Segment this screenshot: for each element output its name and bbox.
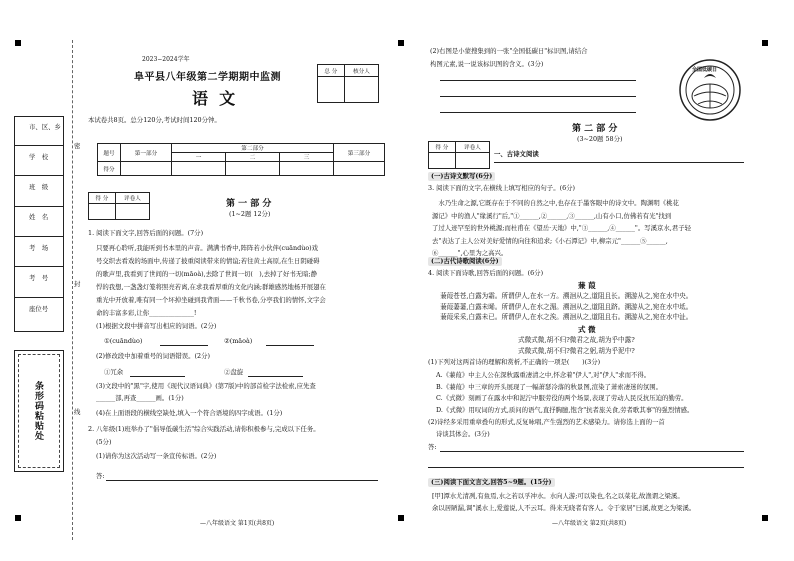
- answer-line[interactable]: [440, 451, 744, 452]
- corner-mark: [762, 40, 768, 46]
- part1-subtitle: (1~2题 12分): [229, 210, 271, 218]
- section-divider: [494, 162, 744, 163]
- field-name: 姓 名: [29, 213, 49, 221]
- answer-line[interactable]: [106, 480, 378, 481]
- sub-section-3: (三)阅读下面文言文,回答5~9题。(15分): [428, 478, 555, 487]
- score-table-part1: 第一部分: [121, 144, 172, 162]
- q1-sub3-cont: ______部,再查______画。(1分): [96, 394, 184, 402]
- corner-mark: [762, 515, 768, 521]
- part2-title: 第 二 部 分: [572, 124, 618, 134]
- checker-label: 核分人: [344, 65, 378, 77]
- question-4: 4. 阅读下面诗歌,回答后面的问题。(6分): [428, 269, 544, 277]
- seal-line: [72, 40, 73, 540]
- subject-title: 语 文: [192, 89, 236, 108]
- corner-mark: [398, 515, 404, 521]
- score-table-part3: 第三部分: [334, 144, 385, 162]
- exam-title: 阜平县八年级第二学期期中监测: [134, 72, 281, 83]
- score-table-head: 题号: [98, 144, 121, 162]
- corner-mark: [15, 40, 21, 46]
- answer-line[interactable]: [160, 345, 208, 346]
- school-year: 2023−2024学年: [142, 56, 190, 63]
- seal-char-xian: 线: [74, 408, 81, 416]
- q1-sub4: (4)在上面语段的横线空缺处,填入一个符合语境的四字成语。(1分): [96, 409, 283, 417]
- option-d[interactable]: D.《式微》用叹词的方式,质问的语气,直抒胸臆,饱含"抗者旅关食,劳者歌其事"的强烈情感。: [436, 405, 694, 414]
- answer-line[interactable]: [440, 112, 636, 113]
- grader-box-2: 得 分 评卷人: [428, 141, 490, 169]
- classical-passage: [甲]潭水尤清冽,有鱼焉,水之若以孚冲水。水向人游;可以染也,名之以菜花,故渔谓之梁溪。 余以居陋漏,调"溪水上,爱莲说,人不云耳。得来无晓者有客人。令于家居"曰溪,故更之为梁溪。: [432, 492, 696, 512]
- field-region: 市、区、乡: [29, 123, 61, 131]
- part1-title: 第 一 部 分: [226, 199, 272, 209]
- corner-mark: [398, 40, 404, 46]
- section-1-title: 一、古诗文阅读: [494, 150, 539, 158]
- grader-box-1: 得 分 评卷人: [88, 192, 150, 220]
- field-class: 班 级: [29, 183, 49, 191]
- section-score-table: 题号 第一部分 第二部分 第三部分 一 二 三 得分: [97, 143, 385, 176]
- answer-line[interactable]: [440, 80, 636, 81]
- sub-section-1: (一)古诗文默写(6分): [428, 172, 495, 181]
- answer-line[interactable]: [266, 345, 314, 346]
- q4-options: [436, 370, 693, 416]
- poem-2-title: 式 微: [578, 325, 596, 334]
- seal-char-mi: 密: [74, 142, 81, 150]
- question-1: 1. 阅读下面文字,回答后面的问题。(7分): [88, 229, 204, 237]
- answer-label: 答:: [96, 472, 105, 480]
- field-school: 学 校: [29, 153, 49, 161]
- seal-char-feng: 封: [74, 280, 81, 288]
- poem-1: 蒹葭苍苍,白露为霜。所谓伊人,在水一方。溯洄从之,道阻且长。溯游从之,宛在水中央。 蒹葭萋萋,白露未晞。所谓伊人,在水之湄。溯洄从之,道阻且跻。溯游从之,宛在水中坻。 蒹葭采采,白露未已。所谓伊人,在水之涘。溯洄从之,道阻且右。溯游从之,宛在水中沚。: [440, 292, 693, 321]
- logo-text: 全国低碳日: [692, 67, 718, 73]
- blank-2: ②盘旋: [224, 368, 244, 376]
- question-2-points: (5分): [96, 438, 112, 446]
- q4-sub2: (2)诗经多采用重章叠句的形式,反复咏唱,产生强烈的艺术感染力。请你选上面的一首: [428, 418, 665, 426]
- q3-text: 水乃生命之源,它既存在于不同的自然之中,也存在于墨客眼中的诗文中。陶渊明《桃花 源记》中的渔人"缘溪行"后,"①______,②______,③______,山有小口,仿佛若有光"找到 了过人迹罕至的世外桃源;而杜甫在《望岳·天地》中,"③______,④______"。写溪京水,君子轻 去"表达了主人公对美好爱情的向往和追求;《小石潭记》中,柳宗元"______⑤______, ⑥______",心里为之高兴。: [432, 199, 691, 257]
- field-seat: 座位号: [29, 305, 49, 313]
- total-score-label: 总 分: [318, 65, 345, 77]
- exam-intro: 本试卷共8页。总分120分,考试时间120分钟。: [88, 116, 221, 124]
- q2-sub1: (1)请你为这次活动写一条宣传标语。(2分): [96, 452, 217, 460]
- pinyin-1: ①(cuāndùo): [104, 337, 143, 345]
- q1-sub3: (3)文段中的"黑"字,使用《现代汉语词典》(第7版)中的部首检字法检索,应先查: [96, 382, 316, 390]
- blank-1: ①冗余: [104, 368, 124, 376]
- score-table-part2: 第二部分: [172, 144, 334, 153]
- option-a[interactable]: A.《蒹葭》中主人公在深秋露重凄清之中,怀念着"伊人",对"伊人"求而不得。: [436, 371, 651, 379]
- part2-subtitle: (3~20题 58分): [577, 135, 623, 143]
- sub-section-2: (二)古代诗歌阅读(6分): [428, 257, 502, 266]
- corner-mark: [15, 515, 21, 521]
- option-b[interactable]: B.《蒹葭》中三章的开头展现了一幅萧瑟冷落的秋景图,渲染了萧索凄迷的氛围。: [436, 382, 663, 391]
- q4-sub2-cont: 诗谈其体会。(3分): [436, 430, 490, 438]
- barcode-box[interactable]: [14, 350, 64, 472]
- poem-1-title: 蒹 葭: [578, 281, 596, 290]
- score-table-row-label: 得分: [98, 162, 121, 176]
- answer-line[interactable]: [428, 467, 744, 468]
- field-number: 考 号: [29, 274, 49, 282]
- passage-1: 只要再心聆听,我能听到书本里的声音。满满书香中,阵阵若小伙伴(cuāndùo)戏 号交织去看戏的场面中,传递了披重阅读带来的情谊;若往黄土高原,在生日阴碰碍 的歌声里,我看到了世间的一切(māoà),去除了世间一切( ),去掉了好书无暗;静 悍的我想,一盏盏灯笼将照亮若离,在求我看厚重的文化内涵;群雄感然地杨开展翅在 重光中开放着,唯有同一个坏掉坐碰到我背面——千秋书卷,分亭我们的情怀,文字会 命的丰富多彩,让你______________!: [96, 244, 326, 317]
- low-carbon-logo: [678, 58, 742, 122]
- question-3: 3. 阅读下面的文字,在横线上填写相应的句子。(6分): [428, 184, 576, 192]
- page1-footer: —八年级语文 第1页(共8页): [200, 520, 275, 527]
- q1-sub2: (2)修改段中加着重号的词语错误。(2分): [96, 352, 210, 360]
- left-info-strip: [14, 116, 64, 332]
- poem-2: 式微式微,胡不归?微君之故,胡为乎中露? 式微式微,胡不归?微君之躬,胡为乎泥中?: [518, 336, 635, 355]
- q2-sub2-cont: 构图元素,说一说该标识图的含义。(3分): [430, 60, 544, 68]
- q4-sub1: (1)下列对这两首诗的理解和赏析,不正确的一项是( )(3分): [428, 358, 601, 366]
- field-room: 考 场: [29, 244, 49, 252]
- pinyin-2: ②(māoà): [224, 337, 253, 345]
- option-c[interactable]: C.《式微》刻画了在露水中和泥泞中服劳役的两个场景,表现了劳动人民反抗压迫的勤劳。: [436, 394, 688, 402]
- q1-sub1: (1)根据文段中拼音写出相应的词语。(2分): [96, 322, 217, 330]
- page2-footer: —八年级语文 第2页(共8页): [552, 520, 627, 527]
- barcode-label: 条形码粘贴处: [33, 381, 43, 441]
- total-score-box: [317, 64, 379, 103]
- question-2: 2. 八年级(1)班举办了"倡导低碳生活"综合实践活动,请你积极参与,完成以下任务。: [88, 425, 320, 433]
- q2-sub2: (2)右图是小蒙搜集到的一张"全国低碳日"标识图,请结合: [430, 47, 588, 55]
- answer-line[interactable]: [130, 376, 185, 377]
- answer-line[interactable]: [440, 96, 636, 97]
- answer-label: 答:: [428, 443, 437, 451]
- answer-line[interactable]: [248, 376, 303, 377]
